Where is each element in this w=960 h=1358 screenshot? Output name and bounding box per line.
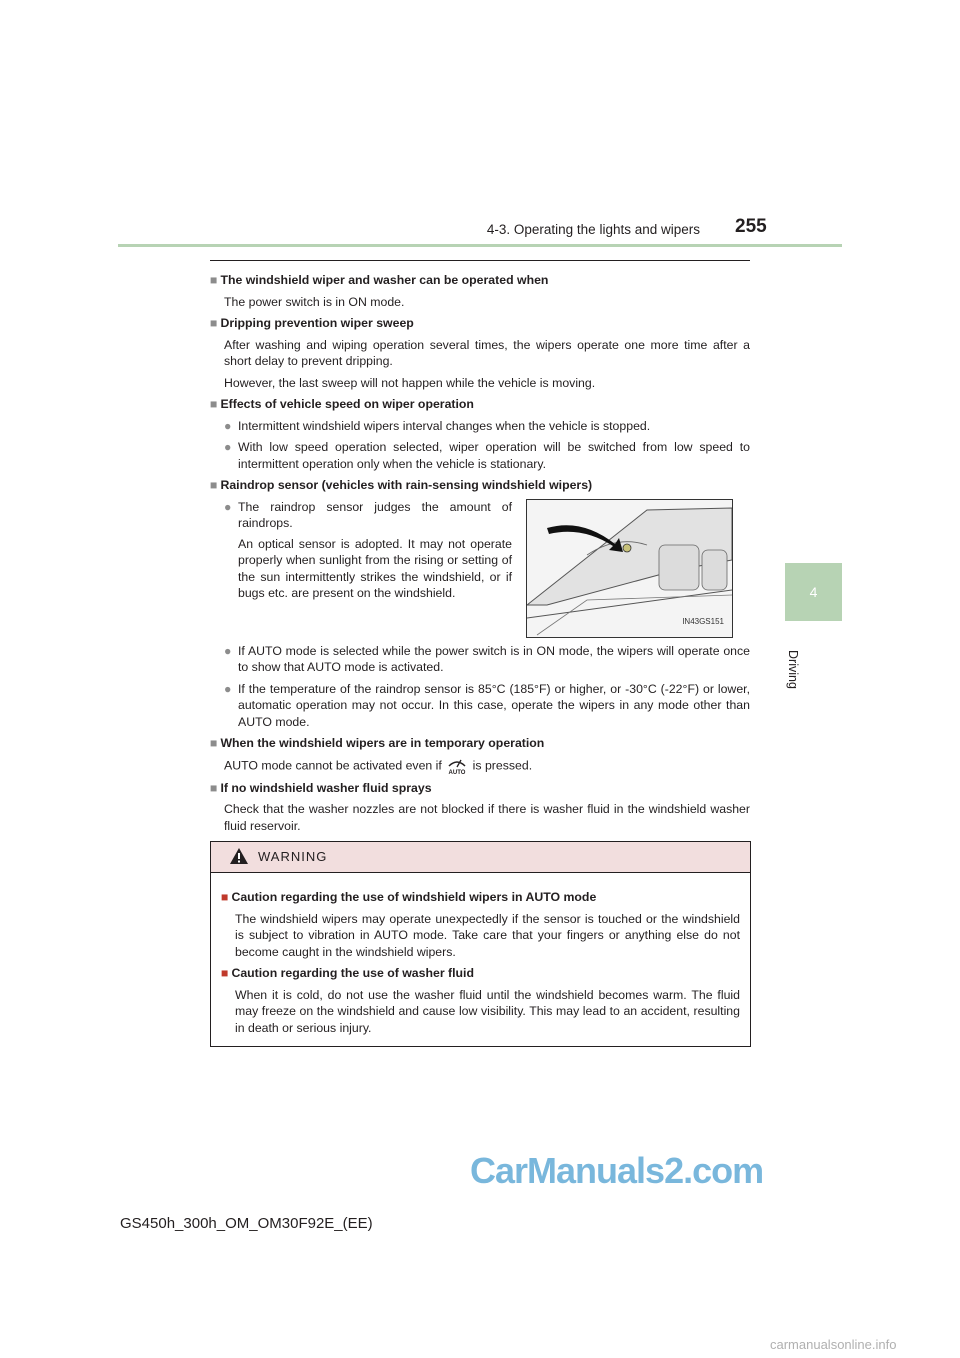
paragraph: The power switch is in ON mode.	[224, 294, 405, 309]
square-bullet-icon: ■	[210, 780, 218, 795]
footer-code: GS450h_300h_OM_OM30F92E_(EE)	[120, 1215, 373, 1232]
sensor-description	[210, 499, 512, 607]
square-bullet-icon: ■	[210, 316, 218, 330]
site-watermark: carmanualsonline.info	[770, 1337, 897, 1352]
square-bullet-icon: ■	[210, 273, 218, 287]
main-content	[210, 268, 750, 839]
warning-paragraph: The windshield wipers may operate unexpectedly if the sensor is touched or the windshield is subject to vibration in AUTO mode. Take care that your fingers or anything else do not become caught in the windshield wipers.	[235, 911, 740, 959]
bullet-item: ● If AUTO mode is selected while the power switch is in ON mode, the wipers will operate once to show that AUTO mode is activated.	[224, 643, 750, 674]
square-bullet-icon: ■	[221, 966, 229, 980]
watermark: CarManuals2.com	[470, 1150, 764, 1191]
paragraph: Check that the washer nozzles are not blocked if there is washer fluid in the windshield washer fluid reservoir.	[224, 802, 750, 833]
warning-header	[211, 842, 750, 873]
bullet-item: ● With low speed operation selected, wiper operation will be switched from low speed to intermittent operation only when the vehicle is stationary.	[224, 440, 750, 471]
dot-bullet-icon: ●	[224, 418, 232, 433]
square-bullet-icon: ■	[210, 478, 218, 492]
dot-bullet-icon: ●	[224, 643, 232, 658]
content-top-rule	[210, 260, 750, 261]
heading-temporary-operation: ■ When the windshield wipers are in temporary operation	[210, 736, 545, 750]
bullet-item: ● If the temperature of the raindrop sensor is 85°C (185°F) or higher, or -30°C (-22°F) or lower, automatic operation may not occur. In this case, operate the wipers in any mode other than AUTO mode.	[224, 681, 750, 729]
paragraph: AUTO mode cannot be activated even if AUTO is pressed.	[224, 757, 533, 775]
warning-body	[211, 873, 750, 1036]
chapter-tab: 4	[785, 563, 842, 621]
dot-bullet-icon: ●	[224, 440, 232, 454]
paragraph: After washing and wiping operation several times, the wipers operate one more time after a short delay to prevent dripping.	[224, 337, 750, 368]
dot-bullet-icon: ●	[224, 681, 232, 696]
square-bullet-icon: ■	[221, 890, 229, 904]
heading-dripping-prevention: ■ Dripping prevention wiper sweep	[210, 316, 414, 330]
auto-wiper-switch-icon	[445, 757, 469, 775]
page-number: 255	[735, 216, 767, 237]
paragraph: However, the last sweep will not happen while the vehicle is moving.	[224, 375, 596, 390]
square-bullet-icon: ■	[210, 736, 218, 750]
dot-bullet-icon: ●	[224, 499, 232, 514]
figure-code: IN43GS151	[682, 617, 724, 626]
svg-text:AUTO: AUTO	[448, 769, 466, 775]
warning-heading-washer-fluid: ■ Caution regarding the use of washer fluid	[221, 966, 474, 980]
section-title: 4-3. Operating the lights and wipers	[486, 222, 700, 237]
warning-heading-auto-mode: ■ Caution regarding the use of windshield wipers in AUTO mode	[221, 890, 597, 904]
raindrop-sensor-figure	[526, 499, 733, 638]
header-rule	[118, 244, 842, 247]
heading-vehicle-speed: ■ Effects of vehicle speed on wiper operation	[210, 397, 474, 411]
paragraph: An optical sensor is adopted. It may not operate properly when sunlight from the rising or setting of the sun intermittently strikes the windshield, or if bugs etc. are present on the windshield.	[238, 536, 512, 600]
square-bullet-icon: ■	[210, 397, 218, 411]
chapter-label: Driving	[786, 650, 800, 689]
heading-raindrop-sensor: ■ Raindrop sensor (vehicles with rain-sensing windshield wipers)	[210, 478, 593, 492]
heading-operation-condition: ■ The windshield wiper and washer can be operated when	[210, 273, 549, 287]
bullet-item: ● The raindrop sensor judges the amount of raindrops.	[224, 499, 512, 530]
warning-title: WARNING	[258, 849, 328, 864]
bullet-item: ● Intermittent windshield wipers interval changes when the vehicle is stopped.	[224, 418, 651, 433]
warning-box	[210, 841, 751, 1047]
warning-triangle-icon	[229, 847, 249, 865]
sensor-row	[210, 499, 750, 639]
warning-paragraph: When it is cold, do not use the washer fluid until the windshield becomes warm. The fluid may freeze on the windshield and cause low visibility. This may lead to an accident, resulting in death or serious injury.	[235, 987, 740, 1035]
heading-no-washer-fluid: ■ If no windshield washer fluid sprays	[210, 780, 432, 795]
